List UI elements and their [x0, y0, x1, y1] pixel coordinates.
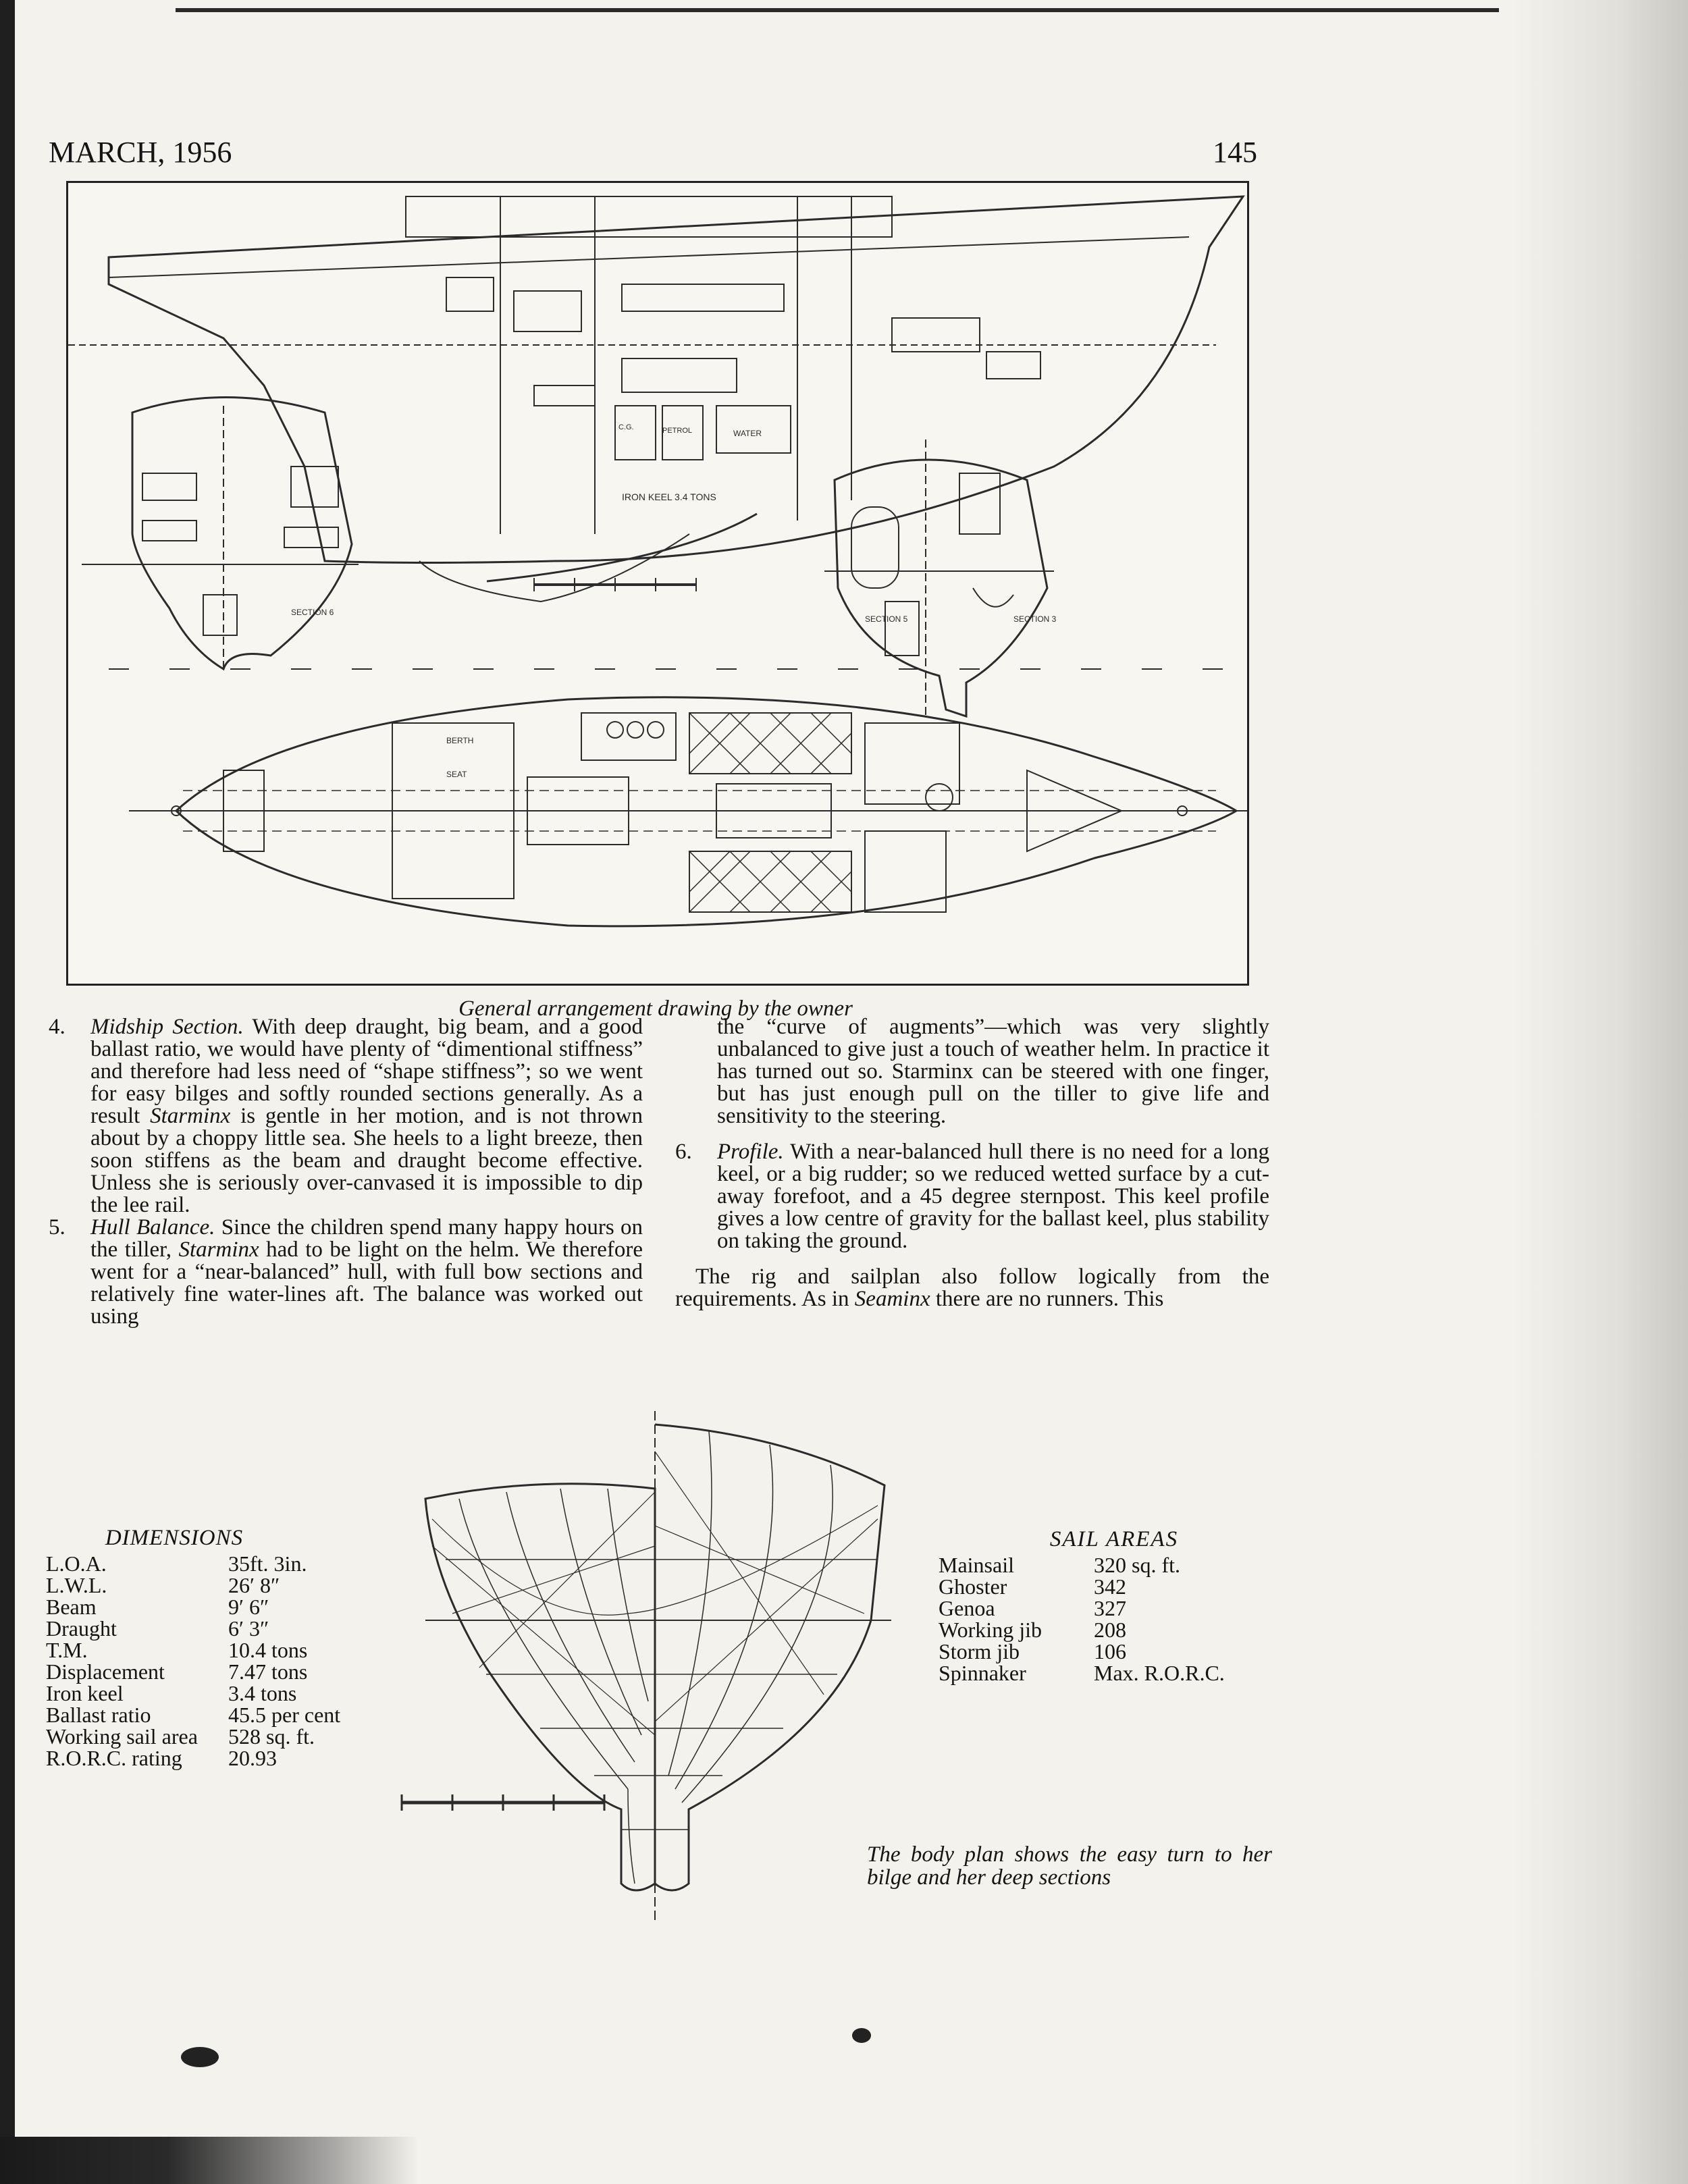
label-cg: C.G.	[618, 423, 634, 431]
dimension-label: Iron keel	[46, 1681, 124, 1705]
dimension-row	[46, 1661, 397, 1682]
boat-name: Seaminx	[854, 1287, 930, 1311]
dimension-label: L.W.L.	[46, 1573, 107, 1597]
dimension-label: T.M.	[46, 1638, 88, 1662]
label-section-5: SECTION 5	[865, 614, 908, 624]
item-heading: Midship Section.	[90, 1015, 244, 1039]
dimension-value: 7.47 tons	[228, 1659, 308, 1684]
page-date: MARCH, 1956	[49, 136, 232, 169]
sail-area-label: Spinnaker	[939, 1661, 1026, 1685]
item-profile	[675, 1141, 1269, 1252]
dimension-value: 45.5 per cent	[228, 1703, 341, 1727]
item-hull-balance	[49, 1217, 643, 1328]
boat-name: Starminx	[178, 1237, 259, 1262]
dimensions-table	[46, 1527, 397, 1769]
item-text-b: is gentle in her motion, and is not thrown about by a choppy little sea. She heels to a light breeze, then soon stiffens as the beam and draught become effective. Unless she is seriously over-canvased it is impossible to dip the lee rail.	[90, 1104, 643, 1217]
sail-area-row	[939, 1554, 1317, 1576]
label-seat: SEAT	[446, 770, 467, 779]
dimension-row	[46, 1639, 397, 1661]
body-plan-scale-bar	[395, 1782, 611, 1823]
item-number: 6.	[675, 1140, 692, 1164]
item-text: Since the children spend many happy hours on the tiller,	[90, 1215, 643, 1262]
paragraph-text: The rig and sailplan also follow logically from the requirements. As in	[675, 1264, 1269, 1311]
section-5-3-view	[824, 440, 1054, 716]
dimension-value: 9′ 6″	[228, 1595, 269, 1619]
text-column-right	[675, 1016, 1269, 1310]
dimension-value: 20.93	[228, 1746, 277, 1770]
label-iron-keel: IRON KEEL 3.4 TONS	[622, 491, 716, 502]
label-petrol: PETROL	[662, 427, 693, 435]
general-arrangement-drawing	[66, 181, 1249, 986]
sail-area-label: Working jib	[939, 1618, 1042, 1642]
sail-area-row	[939, 1641, 1317, 1662]
item-number: 4.	[49, 1015, 65, 1039]
sail-area-label: Storm jib	[939, 1639, 1020, 1663]
dimension-row	[46, 1618, 397, 1639]
dimension-label: L.O.A.	[46, 1551, 107, 1576]
item-number: 5.	[49, 1215, 65, 1240]
scan-edge-top	[176, 8, 1499, 12]
sail-area-value: 342	[1094, 1574, 1126, 1599]
dimension-value: 6′ 3″	[228, 1616, 269, 1641]
label-berth: BERTH	[446, 736, 474, 745]
dimension-value: 10.4 tons	[228, 1638, 308, 1662]
ink-blot	[852, 2028, 871, 2043]
paragraph-rig	[675, 1266, 1269, 1310]
dimension-row	[46, 1596, 397, 1618]
dimension-value: 35ft. 3in.	[228, 1551, 307, 1576]
page-number: 145	[1213, 136, 1257, 169]
dimension-row	[46, 1553, 397, 1574]
item-heading: Profile.	[717, 1140, 784, 1164]
dimension-row	[46, 1574, 397, 1596]
sail-areas-table	[939, 1528, 1317, 1684]
paragraph-text-b: there are no runners. This	[930, 1287, 1164, 1311]
sail-area-label: Mainsail	[939, 1553, 1014, 1577]
dimension-row	[46, 1682, 397, 1704]
item-text: With a near-balanced hull there is no need for a long keel, or a big rudder; so we reduced wetted surface by a cut-away forefoot, and a 45 degree sternpost. This keel profile gives a low centre of gravity for the ballast keel, plus stability on taking the ground.	[717, 1140, 1269, 1253]
item-heading: Hull Balance.	[90, 1215, 215, 1240]
dimension-value: 528 sq. ft.	[228, 1724, 315, 1749]
item-text-b: had to be light on the helm. We therefore went for a “near-balanced” hull, with full bow sections and relatively fine water-lines aft. The balance was worked out using	[90, 1237, 643, 1329]
dimension-row	[46, 1704, 397, 1726]
scan-edge-right	[1512, 0, 1688, 2184]
dimension-label: Beam	[46, 1595, 97, 1619]
sail-area-value: 208	[1094, 1618, 1126, 1642]
dimension-label: Displacement	[46, 1659, 165, 1684]
scan-edge-bottom	[0, 2137, 419, 2184]
drawing-scale-bar	[534, 578, 696, 591]
hull-profile	[68, 196, 1243, 602]
item-midship-section	[49, 1016, 643, 1217]
scan-edge-left	[0, 0, 15, 2184]
sail-area-label: Genoa	[939, 1596, 995, 1620]
dimension-label: Draught	[46, 1616, 117, 1641]
item-hull-balance-continued	[675, 1016, 1269, 1127]
sail-area-row	[939, 1619, 1317, 1641]
sail-area-value: Max. R.O.R.C.	[1094, 1661, 1225, 1685]
item-text-continued: the “curve of augments”—which was very slightly unbalanced to give just a touch of weather helm. In practice it has turned out so. Starminx can be steered with one finger, but has just enough pull on the tiller to give life and sensitivity to the steering.	[717, 1015, 1269, 1128]
dimensions-title: DIMENSIONS	[105, 1526, 244, 1550]
dimension-row	[46, 1747, 397, 1769]
sail-area-value: 106	[1094, 1639, 1126, 1663]
dimension-label: R.O.R.C. rating	[46, 1746, 182, 1770]
sail-area-row	[939, 1662, 1317, 1684]
item-text: With deep draught, big beam, and a good ballast ratio, we would have plenty of “dimentional stiffness” and therefore had less need of “shape stiffness”; so we went for easy bilges and softly rounded sections generally. As a result	[90, 1015, 643, 1128]
label-section-6: SECTION 6	[291, 608, 334, 617]
sail-areas-title: SAIL AREAS	[1049, 1527, 1179, 1551]
dimension-value: 3.4 tons	[228, 1681, 297, 1705]
label-water: WATER	[733, 429, 762, 438]
label-section-3: SECTION 3	[1013, 614, 1057, 624]
dimension-value: 26′ 8″	[228, 1573, 280, 1597]
sail-area-value: 327	[1094, 1596, 1126, 1620]
body-plan-drawing	[405, 1411, 905, 1938]
sail-area-row	[939, 1576, 1317, 1597]
body-plan-caption: The body plan shows the easy turn to her bilge and her deep sections	[867, 1842, 1272, 1890]
dimension-label: Working sail area	[46, 1724, 198, 1749]
drawing-caption: General arrangement drawing by the owner	[458, 996, 853, 1021]
boat-name: Starminx	[150, 1104, 231, 1128]
sail-area-value: 320 sq. ft.	[1094, 1553, 1180, 1577]
dimension-row	[46, 1726, 397, 1747]
hull-plan-view	[129, 697, 1247, 926]
ink-blot	[181, 2047, 219, 2067]
text-column-left	[49, 1016, 643, 1328]
sail-area-row	[939, 1597, 1317, 1619]
section-6-view	[82, 398, 359, 670]
sail-area-label: Ghoster	[939, 1574, 1007, 1599]
dimension-label: Ballast ratio	[46, 1703, 151, 1727]
